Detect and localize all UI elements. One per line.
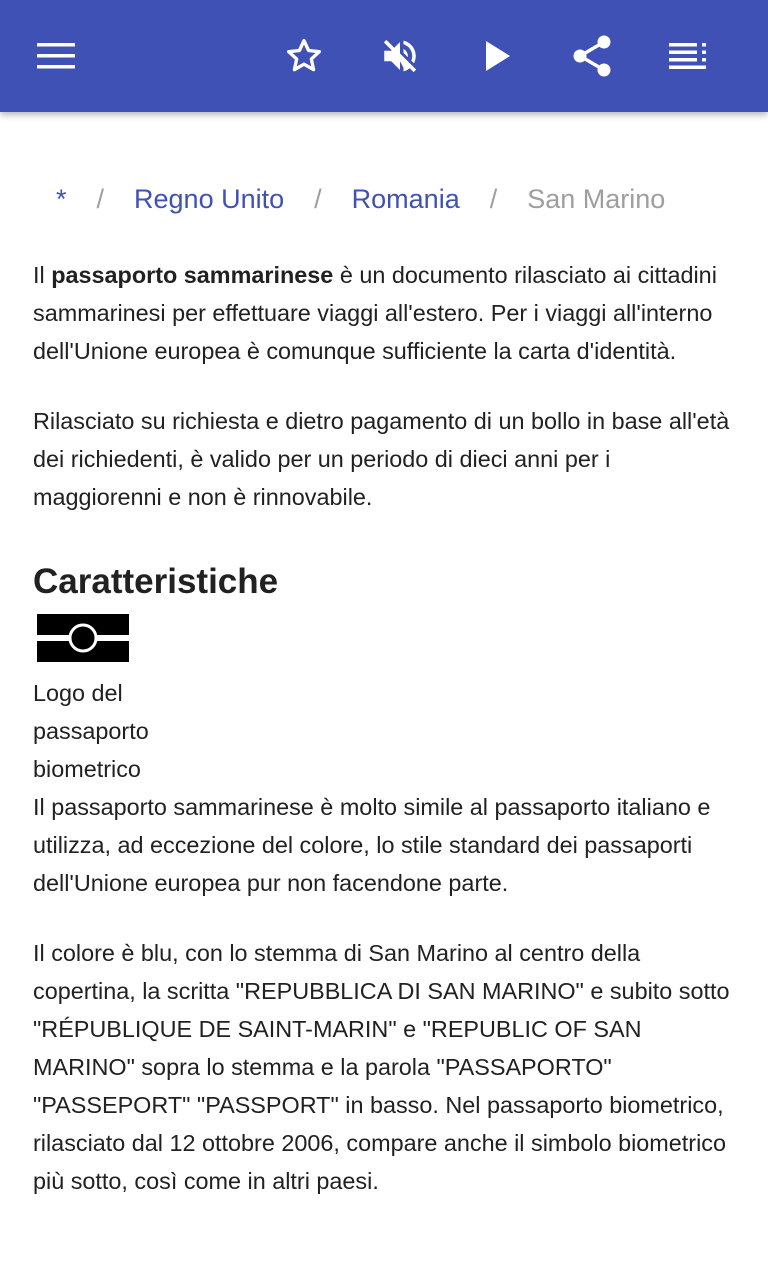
biometric-logo-figure bbox=[33, 614, 173, 788]
appearance-paragraph: Il colore è blu, con lo stemma di San Marino al centro della copertina, la scritta "REPUBBLICA DI SAN MARINO" e subito sotto "RÉPUBLIQUE DE SAINT-MARIN" e "REPUBLIC OF SAN MARINO" sopra lo stemma e la parola "PASSAPORTO" "PASSEPORT" "PASSPORT" in basso. Nel passaporto biometrico, rilasciato dal 12 ottobre 2006, compare anche il simbolo biometrico più sotto, così come in altri paesi. bbox=[33, 940, 730, 1194]
volume-off-icon bbox=[379, 35, 421, 77]
play-button[interactable] bbox=[470, 28, 526, 84]
section-heading: Caratteristiche bbox=[33, 562, 279, 601]
mute-button[interactable] bbox=[372, 28, 428, 84]
intro-prefix: Il bbox=[33, 262, 52, 288]
menu-button[interactable] bbox=[28, 28, 84, 84]
breadcrumb-home-link[interactable]: * bbox=[56, 184, 67, 214]
breadcrumb-separator: / bbox=[489, 184, 498, 214]
biometric-passport-logo[interactable] bbox=[37, 614, 129, 662]
similarity-paragraph: Il passaporto sammarinese è molto simile al passaporto italiano e utilizza, ad eccezione del colore, lo stile standard dei passaporti dell'Unione europea pur non facendone parte. bbox=[33, 794, 711, 896]
breadcrumb bbox=[56, 182, 665, 216]
contents-button[interactable] bbox=[660, 28, 716, 84]
breadcrumb-separator: / bbox=[314, 184, 322, 214]
breadcrumb-separator: / bbox=[96, 184, 105, 214]
share-icon bbox=[572, 35, 612, 77]
intro-text: è un documento rilasciato ai cittadini sammarinesi per effettuare viaggi all'estero. Per i viaggi all'interno dell'Unione europea è comunque sufficiente la carta d'identità. bbox=[33, 262, 717, 364]
article-subject: passaporto sammarinese bbox=[51, 262, 334, 288]
article-view bbox=[0, 112, 768, 1280]
article-body bbox=[33, 256, 738, 1232]
figure-caption: Logo del passaporto biometrico bbox=[33, 680, 149, 782]
list-icon bbox=[669, 43, 707, 69]
breadcrumb-current: San Marino bbox=[527, 184, 666, 214]
breadcrumb-link-romania[interactable]: Romania bbox=[351, 184, 460, 214]
issuance-paragraph: Rilasciato su richiesta e dietro pagamento di un bollo in base all'età dei richiedenti, è valido per un periodo di dieci anni per i maggiorenni e non è rinnovabile. bbox=[33, 408, 730, 510]
menu-icon bbox=[37, 43, 75, 69]
intro-paragraph bbox=[33, 256, 738, 370]
share-button[interactable] bbox=[564, 28, 620, 84]
breadcrumb-link-regno-unito[interactable]: Regno Unito bbox=[134, 184, 285, 214]
star-icon bbox=[284, 36, 324, 76]
play-icon bbox=[484, 40, 512, 72]
app-toolbar bbox=[0, 0, 768, 112]
favorite-button[interactable] bbox=[276, 28, 332, 84]
